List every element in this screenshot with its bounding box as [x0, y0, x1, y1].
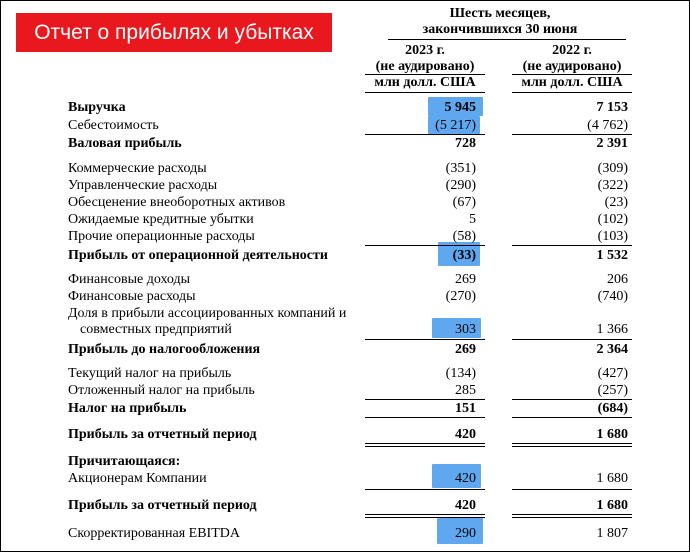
value-2022-current-tax: (427) [597, 366, 628, 381]
value-2023-finance-costs: (270) [445, 289, 476, 304]
col-2023-audit: (не аудировано) [375, 59, 475, 74]
row-label-adjusted-ebitda: Скорректированная EBITDA [68, 526, 240, 541]
value-2022-credit-losses: (102) [597, 212, 628, 227]
value-2022-gross-profit: 2 391 [596, 136, 628, 151]
row-label-revenue: Выручка [68, 100, 126, 115]
value-2023-credit-losses: 5 [469, 212, 476, 227]
col-2023-year: 2023 г. [405, 43, 445, 58]
value-2023-gross-profit: 728 [455, 136, 476, 151]
value-2023-other-operating: (58) [452, 229, 476, 244]
row-label-cost: Себестоимость [68, 118, 159, 133]
row-label-operating-profit: Прибыль от операционной деятельности [68, 248, 328, 263]
rule-2023-net-profit [365, 443, 485, 444]
row-label-associates-line2: совместных предприятий [80, 322, 232, 337]
value-2023-selling-expenses: (351) [445, 161, 476, 176]
value-2023-shareholders: 420 [455, 471, 476, 486]
value-2022-selling-expenses: (309) [597, 161, 628, 176]
value-2023-admin-expenses: (290) [445, 178, 476, 193]
row-label-attributable: Причитающаяся: [68, 454, 181, 469]
value-2022-finance-costs: (740) [597, 289, 628, 304]
row-label-finance-income: Финансовые доходы [68, 272, 191, 287]
rule2-2023-net-profit [365, 446, 485, 447]
row-label-impairment: Обесценение внеоборотных активов [68, 195, 286, 210]
value-2022-net-profit: 1 680 [596, 427, 628, 442]
col-2023-unit-underline [365, 92, 485, 93]
value-2022-admin-expenses: (322) [597, 178, 628, 193]
value-2023-income-tax: 151 [455, 401, 476, 416]
row-label-selling-expenses: Коммерческие расходы [68, 161, 207, 176]
row-label-admin-expenses: Управленческие расходы [68, 178, 218, 193]
value-2023-cost: (5 217) [435, 118, 476, 133]
rule-2022-associates [512, 339, 632, 340]
row-label-net-profit: Прибыль за отчетный период [68, 427, 257, 442]
value-2022-finance-income: 206 [607, 272, 628, 287]
rule2-2022-net-profit [512, 446, 632, 447]
col-2023-unit: млн долл. США [374, 75, 476, 90]
row-label-income-tax: Налог на прибыль [68, 401, 187, 416]
rule-2023-associates [365, 339, 485, 340]
rule-2022-shareholders [512, 489, 632, 490]
row-label-deferred-tax: Отложенный налог на прибыль [68, 383, 255, 398]
value-2022-revenue: 7 153 [596, 100, 628, 115]
rule-2022-other-operating [512, 245, 632, 246]
value-2023-revenue: 5 945 [444, 100, 476, 115]
rule2-2023-net-profit-2 [365, 517, 485, 518]
value-2023-net-profit-2: 420 [455, 498, 476, 513]
value-2023-impairment: (67) [452, 195, 476, 210]
rule-2022-income-tax [512, 417, 632, 418]
row-label-finance-costs: Финансовые расходы [68, 289, 196, 304]
page-title: Отчет о прибылях и убытках [16, 13, 332, 52]
rule-2023-other-operating [365, 245, 485, 246]
value-2022-operating-profit: 1 532 [596, 248, 628, 263]
row-label-credit-losses: Ожидаемые кредитные убытки [68, 212, 254, 227]
value-2022-cost: (4 762) [587, 118, 628, 133]
rule2-2022-net-profit-2 [512, 517, 632, 518]
value-2023-deferred-tax: 285 [455, 383, 476, 398]
row-label-gross-profit: Валовая прибыль [68, 136, 182, 151]
value-2023-net-profit: 420 [455, 427, 476, 442]
value-2023-operating-profit: (33) [452, 248, 476, 263]
value-2023-current-tax: (134) [445, 366, 476, 381]
value-2023-profit-before-tax: 269 [455, 342, 476, 357]
rule-2023-income-tax [365, 417, 485, 418]
value-2022-net-profit-2: 1 680 [596, 498, 628, 513]
rule-2023-shareholders [365, 489, 485, 490]
period-line-1: Шесть месяцев, [449, 6, 551, 21]
rule-2022-net-profit [512, 443, 632, 444]
row-label-net-profit-2: Прибыль за отчетный период [68, 498, 257, 513]
row-label-current-tax: Текущий налог на прибыль [68, 366, 232, 381]
row-label-shareholders: Акционерам Компании [68, 471, 207, 486]
value-2022-deferred-tax: (257) [597, 383, 628, 398]
value-2022-associates: 1 366 [596, 322, 628, 337]
period-line-2: закончившихся 30 июня [422, 22, 578, 37]
col-2022-unit: млн долл. США [521, 75, 623, 90]
rule-2023-net-profit-2 [365, 514, 485, 515]
rule-2022-net-profit-2 [512, 514, 632, 515]
row-label-other-operating: Прочие операционные расходы [68, 229, 255, 244]
row-label-profit-before-tax: Прибыль до налогообложения [68, 342, 261, 357]
value-2022-adjusted-ebitda: 1 807 [596, 526, 628, 541]
row-label-associates-line1: Доля в прибыли ассоциированных компаний и [68, 306, 347, 321]
value-2022-income-tax: (684) [597, 401, 628, 416]
col-2022-unit-underline [512, 92, 632, 93]
value-2023-finance-income: 269 [455, 272, 476, 287]
value-2022-shareholders: 1 680 [596, 471, 628, 486]
value-2023-associates: 303 [455, 322, 476, 337]
col-2022-year: 2022 г. [552, 43, 592, 58]
value-2023-adjusted-ebitda: 290 [455, 526, 476, 541]
value-2022-other-operating: (103) [597, 229, 628, 244]
value-2022-profit-before-tax: 2 364 [596, 342, 628, 357]
period-underline [388, 39, 626, 40]
value-2022-impairment: (23) [604, 195, 628, 210]
col-2022-audit: (не аудировано) [522, 59, 622, 74]
